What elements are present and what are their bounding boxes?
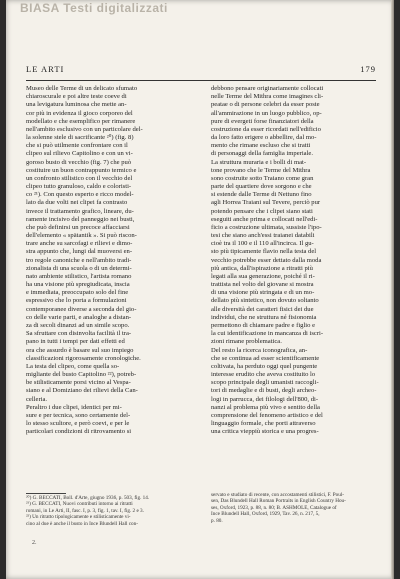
footnote-separator (26, 493, 66, 494)
text-line: e immediata, preoccupato solo del fine (26, 289, 129, 297)
text-line: che può definirsi un precoce affacciarsi (26, 223, 130, 231)
text-line: pano in tutti i tempi per dati effetti ed (26, 338, 125, 346)
footnote-line: ²¹) G. BECCATI, Nuovi contributi intorno ai ritratti (26, 501, 133, 508)
text-line: sono costruite sotto Traiano come gran (211, 174, 314, 182)
footnote-line: servato e studiato di recente, con accostamenti stilistici, F. Poul- (211, 492, 344, 498)
text-line: contemporanee diverse a seconda del gio- (26, 305, 137, 313)
text-line: costruzione da esser ricordati nell'edificio (211, 125, 321, 133)
watermark-logo: BIASA Testi digitalizzati (20, 1, 168, 15)
text-line: classificazioni rigorosamente cronologiche. (26, 354, 141, 362)
text-line: scopo principale degli umanisti raccogli- (211, 379, 319, 387)
text-line: Sa sfruttare con disinvolta facilità il tra- (26, 330, 132, 338)
text-line: nato ambiente stilistico, l'artista romano (26, 272, 132, 280)
text-line: la cui identificazione in mancanza di iscri- (211, 330, 324, 338)
text-line: pure di evergeti forse finanziatori della (211, 117, 314, 125)
text-line: sto più tipicamente flavio nella testa del (211, 248, 317, 256)
text-line: zioni rimane problematica. (211, 338, 282, 346)
text-line: migliante del busto Capitolino ²²), potreb- (26, 371, 137, 379)
text-line: che si può utilmente confrontare con il (26, 142, 128, 150)
footnote-line: p. 80. (211, 517, 223, 524)
text-line: tone provano che le Terme del Mithra (211, 166, 311, 174)
text-line: di una visione più stringata e di un mo- (211, 289, 315, 297)
text-line: mento che rimane escluso che si tratti (211, 142, 311, 150)
text-line: costituire un buon contrappunto termico e (26, 166, 137, 174)
text-line: celleria. (26, 395, 48, 403)
text-line: chiaroscurale e poi altre teste coeve di (26, 93, 127, 101)
text-line: ficio a costruzione ultimata, sussiste l'ipo- (211, 223, 322, 231)
text-line: ha una visione più spregiudicata, inscia (26, 281, 130, 289)
text-line: comprensione del fenomeno artistico e del (211, 411, 323, 419)
text-line: Peraltro i due clipei, identici per mi- (26, 403, 122, 411)
text-line: di personaggi della famiglia imperiale. (211, 150, 313, 158)
text-line: ora che assurdo è basare sul suo impiego (26, 346, 134, 354)
footnote-line: cino al due è anche il busto in Ince Blundell Hall con- (26, 520, 138, 527)
text-line: clipeo sul rilievo Capitolino e con un vi- (26, 150, 133, 158)
text-line: parte del quartiere dove sorgono e che (211, 183, 312, 191)
text-line: co delle varie parti, e analoghe a distan- (26, 313, 132, 321)
text-line: linguaggio formale, che porti attraverso (211, 420, 316, 428)
text-line: particolari condizioni di ritrovamento si (26, 428, 132, 436)
text-line: trare anche su sarcofagi e rilievi e dimo- (26, 240, 133, 248)
text-line: potendo pensare che i clipei siano stati (211, 207, 313, 215)
text-line: nelle Terme del Mithra come imagines cli- (211, 93, 324, 101)
text-line: La testa del clipeo, come quella so- (26, 362, 120, 370)
text-line: clipeo tutto granuloso, caldo e coloristi- (26, 183, 132, 191)
text-line: tori di medaglie e di busti, degli archeo- (211, 387, 317, 395)
text-line: si estende dalle Terme di Nettuno fino (211, 191, 312, 199)
text-line: nanzi al problema più vivo e sentito della (211, 403, 320, 411)
footnote-line: ²⁰) G. BECCATI, Boll. d'Arte, giugno 1936, p. 503, fig. 14. (26, 495, 150, 501)
text-line: trattista nel volto del giovane si mostra (211, 281, 314, 289)
text-line: zionalista di una scuola o di un determi- (26, 264, 132, 272)
text-line: alle diversità dei caratteri fisici dei due (211, 305, 314, 313)
text-line: tesi che siano anch'essi traianei databili (211, 232, 315, 240)
text-line: invece il trattamento grafico, lineare, du- (26, 207, 134, 215)
text-line: sure e per tecnica, sono certamente del- (26, 411, 131, 419)
text-line: modellato e che esemplifico per rimanere (26, 117, 136, 125)
running-header (26, 64, 376, 78)
text-line: ramente incisivo del panneggio nei busti, (26, 215, 135, 223)
text-line: permettono di chiamare padre e figlio e (211, 321, 315, 329)
text-line: cor più in evidenza il gioco corporeo del (26, 109, 133, 117)
text-line: un confronto stilistico con il vecchio del (26, 174, 133, 182)
text-line: be stilisticamente porsi vicino al Vespa- (26, 379, 131, 387)
header-title: LE ARTI (26, 64, 65, 74)
document-page (6, 0, 394, 579)
right-column (211, 85, 376, 436)
text-line: goroso busto di vecchio (fig. 7) che può (26, 158, 132, 166)
page-number: 179 (360, 64, 376, 74)
header-rule (26, 80, 376, 81)
text-line: legati alla sua generazione, poiché il ri- (211, 272, 315, 280)
text-line: peatae o di persone celebri da esser poste (211, 101, 320, 109)
footnote-line: sen, Das Blundell Hall Roman Portraits in English Country Hou- (211, 498, 346, 505)
text-line: La struttura muraria e i bolli di mat- (211, 158, 307, 166)
text-line: che se continua ad esser scientificamente (211, 354, 320, 362)
footnote-line: romani, in Le Arti, II, fasc. I, p. 3, fig. 1, tav. I, fig. 2 e 3. (26, 507, 144, 514)
text-line: dell'elemento « spätantik ». Si può riscon- (26, 232, 137, 240)
text-line: Del resto la ricerca iconografica, an- (211, 346, 308, 354)
footnotes-right (211, 492, 376, 524)
text-line: za di secoli dinanzi ad un simile scopo. (26, 321, 130, 329)
text-line: siano e al Domiziano dei rilievi della Can- (26, 387, 138, 395)
text-line: da loro fatto erigere o abbellire, dal mo- (211, 134, 317, 142)
text-line: all'ammirazione in un luogo pubblico, op- (211, 109, 322, 117)
left-column (26, 85, 191, 436)
footnote-line: Ince Blundell Hall, Oxford, 1929, Tav. 26, n. 217, 5, (211, 511, 320, 518)
page-binding-edge (391, 0, 394, 579)
text-line: cioè tra il 100 e il 110 all'incirca. Il gu- (211, 240, 314, 248)
text-line: dellato più sintetico, non dovuto soltanto (211, 297, 319, 305)
text-line: più antica, dall'ispirazione a ritratti più (211, 264, 313, 272)
text-line: debbono pensare originariamente collocati (211, 85, 324, 92)
text-line: Museo delle Terme di un delicato sfumato (26, 85, 138, 92)
text-line: agli Horrea Traiani sul Tevere, perciò pur (211, 199, 321, 207)
text-line: interesse erudito che aveva costituito lo (211, 371, 316, 379)
text-line: tro regole canoniche e nell'ambito tradi- (26, 256, 132, 264)
text-line: co ²¹). Con questo esperto e ricco model- (26, 191, 134, 199)
footnotes-left (26, 495, 191, 527)
text-line: la solenne stele di sacrificante ²⁰) (fig. 8) (26, 134, 134, 142)
text-line: una critica vieppiù storica e una progres- (211, 428, 319, 436)
text-line: individui, che ne struttura né fisionomia (211, 313, 317, 321)
text-line: nell'ambito esclusivo con un particolare del- (26, 125, 143, 133)
text-line: espressivo che lo porta a formulazioni (26, 297, 127, 305)
text-line: coltivata, ha perduto oggi quel pungente (211, 362, 318, 370)
text-line: vecchio potrebbe esser dettato dalla moda (211, 256, 322, 264)
text-line: lo stesso scultore, e però coevi, e per le (26, 420, 130, 428)
text-line: eseguiti anche prima e collocati nell'edi- (211, 215, 318, 223)
footnote-line: ses, Oxford, 1923, p. 88, n. 80; B. ASHMOLE, Catalogue of (211, 504, 337, 511)
text-line: una levigatura luminosa che mette an- (26, 101, 127, 109)
text-line: logi in parrucca, dei filologi dell'800, di- (211, 395, 319, 403)
signature-mark: 2. (32, 540, 37, 546)
text-line: stra appunto che, lungi dal muoversi en- (26, 248, 133, 256)
footnote-line: ²²) Un ritratto tipologicamente e stilisticamente vi- (26, 514, 131, 521)
text-line: lato da due volti nei clipei fa contrasto (26, 199, 128, 207)
